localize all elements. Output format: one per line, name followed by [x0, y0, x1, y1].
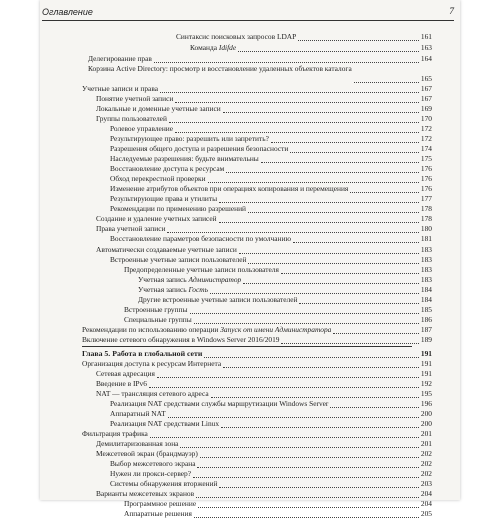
toc-page-number: 195: [420, 389, 432, 398]
toc-page-number: 200: [420, 419, 432, 428]
toc-page-number: 181: [420, 234, 432, 243]
toc-page-number: 202: [420, 459, 432, 468]
running-header-title: Оглавление: [42, 7, 93, 17]
toc-entry: [124, 265, 432, 275]
toc-page-number: 192: [420, 379, 432, 388]
dot-leader: [150, 437, 419, 438]
dot-leader: [261, 162, 419, 163]
dot-leader: [194, 323, 419, 324]
dot-leader: [271, 142, 419, 143]
toc-entry-title: Ролевое управление: [110, 124, 174, 133]
toc-page-number: 178: [420, 204, 432, 213]
toc-entry: [110, 184, 432, 194]
dot-leader: [223, 112, 419, 113]
toc-entry: [82, 429, 432, 439]
toc-entry: [110, 459, 432, 469]
dot-leader: [160, 92, 419, 93]
toc-entry: [110, 255, 432, 265]
dot-leader: [219, 222, 419, 223]
toc-entry-title: Аппаратный NAT: [110, 409, 166, 418]
toc-entry-title: Другие встроенные учетные записи пользователей: [138, 295, 298, 304]
toc-entry: [110, 154, 432, 164]
toc-entry-title: Права учетной записи: [96, 224, 166, 233]
dot-leader: [290, 152, 419, 153]
dot-leader: [333, 333, 419, 334]
toc-page-number: 177: [420, 194, 432, 203]
dot-leader: [223, 367, 419, 368]
toc-entry: [96, 245, 432, 255]
toc-entry-title: Восстановление доступа к ресурсам: [110, 164, 225, 173]
toc-page-number: 191: [420, 349, 432, 358]
toc-page-number: 175: [420, 154, 432, 163]
toc-page-number: 176: [420, 164, 432, 173]
toc-entry-title: Выбор межсетевого экрана: [110, 459, 196, 468]
toc-page-number: 196: [420, 399, 432, 408]
dot-leader: [200, 457, 419, 458]
toc-page-number: 186: [420, 315, 432, 324]
toc-entry: [110, 174, 432, 184]
toc-entry: [124, 499, 432, 509]
toc-page-number: 201: [420, 439, 432, 448]
toc-entry-title: Рекомендации по применению разрешений: [110, 204, 247, 213]
toc-entry: [96, 224, 432, 234]
dot-leader: [204, 357, 419, 358]
dot-leader: [175, 102, 419, 103]
toc-entry-title: Разрешения общего доступа и разрешения безопасности: [110, 144, 289, 153]
toc-entry: [96, 369, 432, 379]
dot-leader: [196, 497, 419, 498]
toc-entry: [110, 204, 432, 214]
toc-entry: [138, 295, 432, 305]
toc-entry-title: Предопределенные учетные записи пользователя: [124, 265, 279, 274]
toc-entry: [96, 114, 432, 124]
toc-entry-title: Восстановление параметров безопасности по умолчанию: [110, 234, 291, 243]
dot-leader: [281, 273, 419, 274]
dot-leader: [193, 477, 419, 478]
toc-entry: [96, 439, 432, 449]
dot-leader: [210, 293, 419, 294]
toc-page-number: 184: [420, 295, 432, 304]
toc-entry-title: Включение сетевого обнаружения в Windows Server 2016/2019: [82, 335, 280, 344]
toc-entry-title: Системы обнаружения вторжений: [110, 479, 218, 488]
toc-entry: [96, 449, 432, 459]
dot-leader: [154, 62, 419, 63]
toc-entry: [82, 335, 432, 345]
toc-entry-title: Создание и удаление учетных записей: [96, 214, 217, 223]
toc-entry: [96, 214, 432, 224]
toc-page-number: 204: [420, 489, 432, 498]
header-rule: [42, 20, 454, 21]
toc-entry: [110, 399, 432, 409]
toc-page-number: 191: [420, 369, 432, 378]
dot-leader: [238, 51, 419, 52]
dot-leader: [239, 253, 419, 254]
dot-leader: [281, 343, 418, 344]
toc-entry-title: Локальные и доменные учетные записи: [96, 104, 221, 113]
toc-entry-title: Аппаратные решения: [124, 509, 192, 518]
toc-entry-title: Встроенные группы: [124, 305, 188, 314]
toc-entry-title: Делегирование прав: [88, 54, 152, 63]
toc-entry-title: Варианты межсетевых экранов: [96, 489, 195, 498]
toc-entry: [110, 164, 432, 174]
toc-page-number: 176: [420, 174, 432, 183]
toc-entry: [110, 124, 432, 134]
toc-entry: [110, 194, 432, 204]
toc-entry: [110, 419, 432, 429]
toc-entry-title: Понятие учетной записи: [96, 94, 174, 103]
toc-page-number: 204: [420, 499, 432, 508]
toc-entry: [110, 469, 432, 479]
toc-entry: [96, 94, 432, 104]
toc-page-number: 180: [420, 224, 432, 233]
toc-entry-title: Встроенные учетные записи пользователей: [110, 255, 247, 264]
dot-leader: [168, 417, 419, 418]
dot-leader: [167, 232, 418, 233]
toc-entry-title: Рекомендации по использованию операции Запуск от имени Администратора: [82, 325, 332, 334]
toc-page-number: 172: [420, 134, 432, 143]
toc-entry-title: Учетные записи и права: [82, 84, 159, 93]
toc-page-number: 201: [420, 429, 432, 438]
dot-leader: [175, 132, 419, 133]
toc-page-number: 183: [420, 245, 432, 254]
dot-leader: [208, 182, 419, 183]
toc-entry-title: Нужен ли прокси-сервер?: [110, 469, 192, 478]
toc-page-number: 202: [420, 469, 432, 478]
toc-entry-title: Введение в IPv6: [96, 379, 147, 388]
dot-leader: [293, 242, 419, 243]
toc-page-number: 183: [420, 265, 432, 274]
toc-page-number: 170: [420, 114, 432, 123]
toc-entry-title: Наследуемые разрешения: будьте внимательны: [110, 154, 259, 163]
toc-entry-title: Организация доступа к ресурсам Интернета: [82, 359, 222, 368]
dot-leader: [350, 192, 419, 193]
toc-page-number: 165: [420, 74, 432, 83]
toc-entry-title: Реализация NAT средствами Linux: [110, 419, 220, 428]
dot-leader: [219, 487, 418, 488]
dot-leader: [219, 202, 419, 203]
toc-entry: [110, 134, 432, 144]
toc-page-number: 178: [420, 214, 432, 223]
toc-entry: [110, 479, 432, 489]
toc-entry-title: Результирующее право: разрешить или запретить?: [110, 134, 269, 143]
chapter-rule: [82, 346, 412, 347]
toc-page-number: 183: [420, 255, 432, 264]
toc-entry-title: Обход перекрестной проверки: [110, 174, 206, 183]
toc-page-number: 202: [420, 449, 432, 458]
dot-leader: [180, 447, 418, 448]
toc-page-number: 184: [420, 285, 432, 294]
toc-page-number: 164: [420, 54, 432, 63]
dot-leader: [149, 387, 419, 388]
toc-entry-title: Демилитаризованная зона: [96, 439, 179, 448]
toc-page-number: 200: [420, 409, 432, 418]
toc-page-number: 183: [420, 275, 432, 284]
dot-leader: [157, 377, 419, 378]
toc-entry-title: Специальные группы: [124, 315, 192, 324]
dot-leader: [211, 397, 419, 398]
toc-entry: [96, 389, 432, 399]
toc-entry-title: Учетная запись Администратор: [138, 275, 242, 284]
toc-entry: [110, 144, 432, 154]
toc-entry-title: Изменение атрибутов объектов при операциях копирования и перемещения: [110, 184, 349, 193]
dot-leader: [197, 467, 418, 468]
dot-leader: [354, 82, 419, 83]
toc-entry-title: Результирующие права и утилиты: [110, 194, 218, 203]
toc-entry-title: Межсетевой экран (брандмауэр): [96, 449, 198, 458]
toc-entry: [138, 275, 432, 285]
toc-page-number: 167: [420, 94, 432, 103]
dot-leader: [299, 303, 418, 304]
dot-leader: [226, 172, 419, 173]
toc-entry-title: Учетная запись Гость: [138, 285, 208, 294]
toc-entry: [138, 285, 432, 295]
toc-page-number: 176: [420, 184, 432, 193]
toc-page-number: 174: [420, 144, 432, 153]
toc-entry-title: Группы пользователей: [96, 114, 167, 123]
toc-entry: [82, 349, 432, 359]
toc-entry: [82, 84, 432, 94]
dot-leader: [248, 212, 419, 213]
toc-entry: [96, 379, 432, 389]
toc-entry: [190, 43, 432, 53]
page-number: 7: [449, 7, 454, 17]
toc-entry: [82, 325, 432, 335]
toc-entry: [96, 489, 432, 499]
toc-entry: [110, 234, 432, 244]
toc-entry-title: Фильтрация трафика: [82, 429, 148, 438]
toc-entry: [124, 315, 432, 325]
toc-entry: [176, 32, 432, 42]
toc-page-number: 203: [420, 479, 432, 488]
toc-entry: [82, 359, 432, 369]
toc-page-number: 191: [420, 359, 432, 368]
toc-entry-title: Синтаксис поисковых запросов LDAP: [176, 32, 297, 41]
toc-entry: [88, 54, 432, 64]
toc-entry: [110, 409, 432, 419]
toc-entry-title: Сетевая адресация: [96, 369, 155, 378]
toc-entry: [124, 305, 432, 315]
toc-page-number: 169: [420, 104, 432, 113]
toc-entry: [124, 509, 432, 519]
toc-entry: [88, 64, 432, 84]
dot-leader: [243, 283, 419, 284]
toc-entry: [96, 104, 432, 114]
toc-page-number: 161: [420, 32, 432, 41]
dot-leader: [248, 263, 418, 264]
toc-entry-title: Реализация NAT средствами службы маршрутизации Windows Server: [110, 399, 329, 408]
dot-leader: [194, 517, 419, 518]
toc-page-number: 205: [420, 509, 432, 518]
toc-page-number: 185: [420, 305, 432, 314]
toc-page-number: 187: [420, 325, 432, 334]
toc-page-number: 163: [420, 43, 432, 52]
dot-leader: [190, 313, 419, 314]
toc-entry-title: Глава 5. Работа в глобальной сети: [82, 349, 203, 358]
toc-entry-title: Автоматически создаваемые учетные записи: [96, 245, 237, 254]
dot-leader: [330, 407, 419, 408]
toc-entry-title: Корзина Active Directory: просмотр и восстановление удаленных объектов каталога: [88, 64, 352, 73]
dot-leader: [298, 40, 419, 41]
toc-entry-title: Программное решение: [124, 499, 197, 508]
dot-leader: [198, 507, 419, 508]
dot-leader: [221, 427, 419, 428]
dot-leader: [169, 122, 419, 123]
running-header: [42, 7, 454, 19]
toc-page-number: 172: [420, 124, 432, 133]
toc-page-number: 167: [420, 84, 432, 93]
toc-entry-title: Команда Idifde: [190, 43, 237, 52]
toc-page-number: 189: [420, 335, 432, 344]
toc-entry-title: NAT — трансляция сетевого адреса: [96, 389, 209, 398]
